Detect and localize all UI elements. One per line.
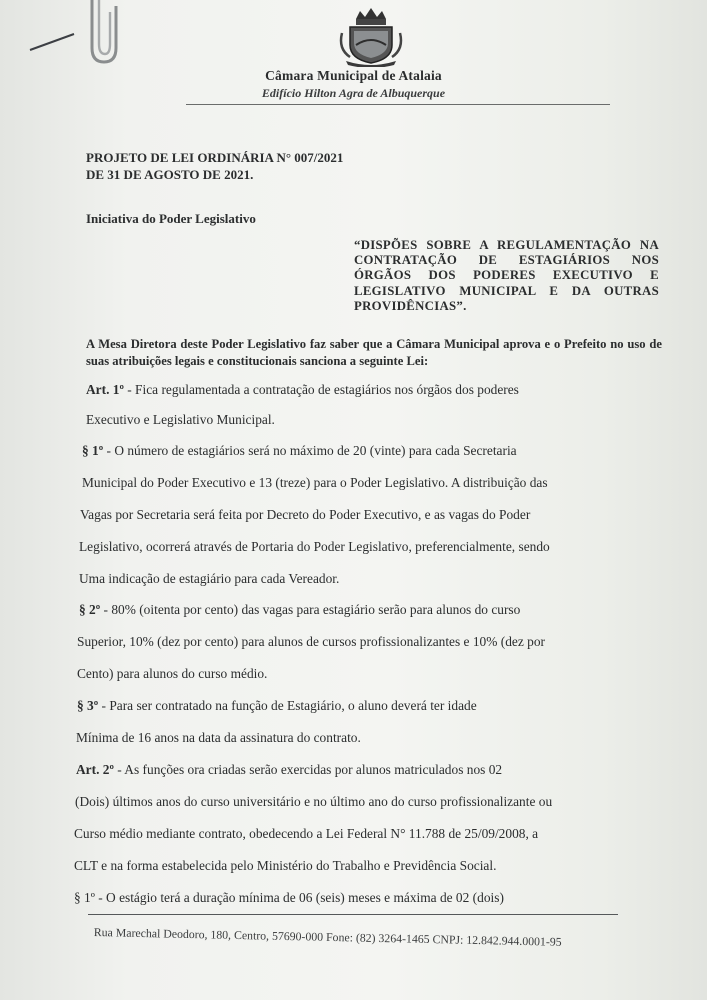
pen-mark-icon [28, 30, 76, 54]
article-line: Curso médio mediante contrato, obedecendo a Lei Federal N° 11.788 de 25/09/2008, a [74, 826, 539, 841]
footer-divider [88, 914, 618, 915]
article-line: Executivo e Legislativo Municipal. [86, 412, 275, 427]
article-line: Mínima de 16 anos na data da assinatura do contrato. [76, 730, 361, 745]
building-name: Edifício Hilton Agra de Albuquerque [261, 86, 446, 100]
article-line: § 2º - 80% (oitenta por cento) das vagas para estagiário serão para alunos do curso [79, 602, 521, 617]
article-line: Superior, 10% (dez por cento) para alunos de cursos profissionalizantes e 10% (dez por [77, 634, 545, 649]
article-label: Art. 1º [86, 382, 124, 397]
paragraph-label: § 1º [82, 443, 104, 458]
paragraph-label: § 2º [79, 602, 101, 617]
article-line: § 3º - Para ser contratado na função de Estagiário, o aluno deverá ter idade [77, 698, 477, 713]
paper-clip-icon [84, 0, 124, 70]
municipal-crest-icon [336, 5, 406, 67]
article-line: Art. 1º - Fica regulamentada a contratação de estagiários nos órgãos dos poderes [86, 382, 519, 397]
article-line: CLT e na forma estabelecida pelo Ministério do Trabalho e Previdência Social. [74, 858, 497, 873]
article-label: Art. 2º [76, 762, 114, 777]
enactment-clause: A Mesa Diretora deste Poder Legislativo faz saber que a Câmara Municipal aprova e o Prefeito no uso de suas atribuições legais e constitucionais sanciona a seguinte Lei: [86, 337, 662, 368]
article-line: § 1º - O estágio terá a duração mínima de 06 (seis) meses e máxima de 02 (dois) [74, 890, 504, 905]
article-line: Art. 2º - As funções ora criadas serão exercidas por alunos matriculados nos 02 [76, 762, 503, 777]
footer-address: Rua Marechal Deodoro, 180, Centro, 57690-000 Fone: (82) 3264-1465 CNPJ: 12.842.944.0001-95 [93, 925, 562, 949]
project-heading [86, 149, 343, 183]
article-line: (Dois) últimos anos do curso universitário e no último ano do curso profissionalizante ou [75, 794, 553, 809]
paragraph-label: § 3º [77, 698, 99, 713]
article-line: § 1º - O número de estagiários será no máximo de 20 (vinte) para cada Secretaria [82, 443, 517, 458]
chamber-name: Câmara Municipal de Atalaia [265, 68, 442, 83]
article-line: Municipal do Poder Executivo e 13 (treze) para o Poder Legislativo. A distribuição das [82, 475, 548, 490]
project-date: DE 31 DE AGOSTO DE 2021. [86, 167, 254, 182]
article-line: Uma indicação de estagiário para cada Vereador. [79, 571, 340, 586]
header-divider [186, 104, 610, 105]
initiative-label: Iniciativa do Poder Legislativo [86, 211, 256, 226]
article-line: Cento) para alunos do curso médio. [77, 666, 268, 681]
project-number: PROJETO DE LEI ORDINÁRIA N° 007/2021 [86, 150, 344, 165]
law-summary: “DISPÕES SOBRE A REGULAMENTAÇÃO NA CONTRATAÇÃO DE ESTAGIÁRIOS NOS ÓRGÃOS DOS PODERES EXECUTIVO E LEGISLATIVO MUNICIPAL E DA OUTRAS PROVIDÊNCIAS”. [354, 238, 659, 313]
article-line: Legislativo, ocorrerá através de Portaria do Poder Legislativo, preferencialmente, sendo [79, 539, 550, 554]
article-line: Vagas por Secretaria será feita por Decreto do Poder Executivo, e as vagas do Poder [80, 507, 531, 522]
